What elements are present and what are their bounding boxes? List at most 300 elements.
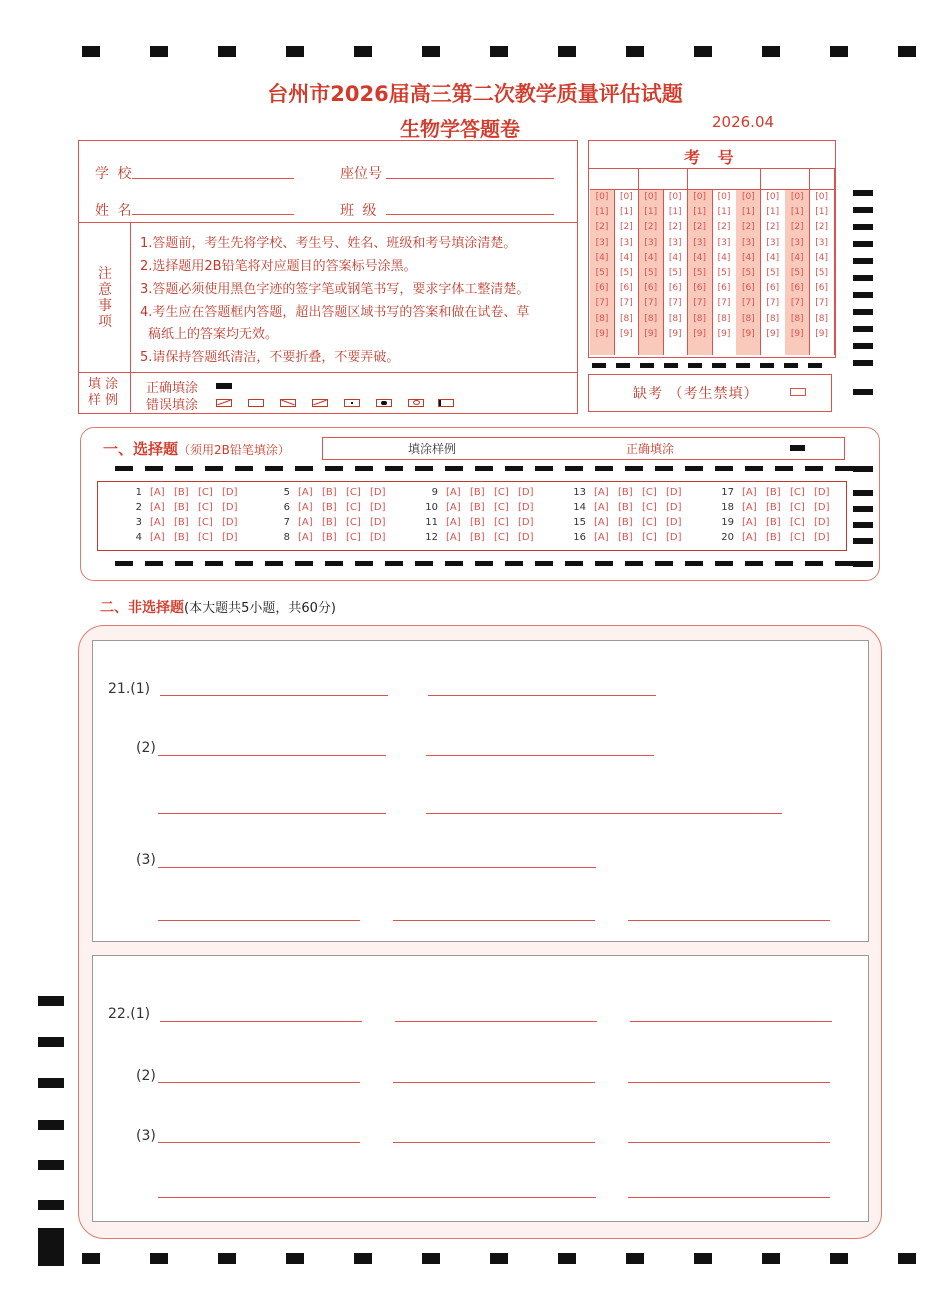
- mcq-option-bubble[interactable]: [D]: [666, 517, 682, 528]
- mcq-option-bubble[interactable]: [B]: [174, 502, 189, 513]
- mcq-option-bubble[interactable]: [A]: [150, 517, 165, 528]
- answer-line[interactable]: [630, 1021, 832, 1022]
- answer-line[interactable]: [628, 920, 830, 921]
- exam-digit-bubble[interactable]: [1]: [693, 207, 706, 218]
- wrong-fill-mark: [344, 399, 360, 407]
- exam-digit-bubble[interactable]: [9]: [644, 328, 658, 339]
- exam-digit-bubble[interactable]: [8]: [620, 313, 633, 324]
- notice-item: 稿纸上的答案均无效。: [148, 327, 279, 342]
- exam-digit-bubble[interactable]: [8]: [742, 313, 755, 324]
- exam-digit-bubble[interactable]: [3]: [790, 237, 804, 248]
- mcq-option-bubble[interactable]: [A]: [742, 517, 757, 528]
- mcq-option-bubble[interactable]: [A]: [446, 532, 461, 543]
- exam-digit-bubble[interactable]: [4]: [668, 252, 682, 263]
- mcq-option-bubble[interactable]: [C]: [642, 532, 657, 543]
- wrong-fill-mark: [248, 399, 264, 407]
- mcq-option-bubble[interactable]: [D]: [222, 502, 238, 513]
- timing-mark: [218, 46, 236, 57]
- exam-digit-input[interactable]: [663, 169, 687, 190]
- notice-item: 2.选择题用2B铅笔将对应题目的答案标号涂黑。: [140, 259, 417, 274]
- answer-line[interactable]: [395, 1021, 597, 1022]
- timing-mark: [853, 326, 873, 332]
- mcq-option-bubble[interactable]: [A]: [150, 502, 165, 513]
- mcq-option-bubble[interactable]: [A]: [298, 517, 313, 528]
- timing-mark: [475, 561, 493, 566]
- timing-mark: [808, 363, 822, 368]
- mcq-option-bubble[interactable]: [C]: [642, 517, 657, 528]
- exam-digit-bubble[interactable]: [7]: [742, 298, 755, 309]
- q22-box: [92, 955, 869, 1222]
- exam-digit-bubble[interactable]: [5]: [693, 267, 706, 278]
- mcq-option-bubble[interactable]: [B]: [618, 532, 633, 543]
- exam-digit-bubble[interactable]: [3]: [742, 237, 755, 248]
- exam-digit-bubble[interactable]: [4]: [742, 252, 755, 263]
- name-field[interactable]: [132, 214, 294, 215]
- answer-line[interactable]: [158, 1142, 360, 1143]
- timing-mark: [853, 241, 873, 247]
- timing-mark: [38, 1078, 64, 1088]
- exam-digit-bubble[interactable]: [6]: [717, 283, 731, 294]
- mcq-question-number: 11: [425, 517, 438, 528]
- mcq-option-bubble[interactable]: [A]: [150, 532, 165, 543]
- timing-mark: [286, 46, 304, 57]
- school-field[interactable]: [132, 178, 294, 179]
- exam-digit-bubble[interactable]: [4]: [595, 252, 609, 263]
- timing-mark: [853, 258, 873, 264]
- fill-sample-label: 填 涂 样 例: [88, 377, 119, 408]
- exam-digit-bubble[interactable]: [6]: [693, 283, 706, 294]
- mcq-option-bubble[interactable]: [A]: [594, 487, 609, 498]
- seat-field[interactable]: [386, 178, 554, 179]
- exam-digit-input[interactable]: [761, 169, 785, 190]
- timing-mark: [616, 363, 630, 368]
- mcq-option-bubble[interactable]: [D]: [814, 487, 830, 498]
- mcq-option-bubble[interactable]: [B]: [322, 487, 337, 498]
- exam-digit-bubble[interactable]: [0]: [766, 192, 780, 202]
- mcq-option-bubble[interactable]: [A]: [446, 517, 461, 528]
- exam-digit-bubble[interactable]: [8]: [815, 313, 828, 324]
- divider: [130, 222, 131, 372]
- mcq-option-bubble[interactable]: [C]: [346, 517, 361, 528]
- exam-digit-bubble[interactable]: [7]: [693, 298, 706, 309]
- exam-digit-bubble[interactable]: [7]: [717, 298, 731, 309]
- mcq-option-bubble[interactable]: [B]: [766, 532, 781, 543]
- exam-digit-bubble[interactable]: [2]: [815, 222, 828, 233]
- mcq-option-bubble[interactable]: [B]: [470, 502, 485, 513]
- mcq-option-bubble[interactable]: [D]: [666, 487, 682, 498]
- exam-digit-bubble[interactable]: [0]: [790, 192, 804, 202]
- timing-mark: [38, 1228, 64, 1266]
- timing-mark: [175, 561, 193, 566]
- mcq-question-row: [272, 502, 394, 513]
- mcq-option-bubble[interactable]: [C]: [642, 502, 657, 513]
- answer-line[interactable]: [158, 1082, 360, 1083]
- q21-box: [92, 640, 869, 942]
- section1-title: 一、选择题（须用2B铅笔填涂）: [103, 440, 290, 458]
- timing-mark: [415, 466, 433, 471]
- timing-mark: [82, 1253, 100, 1264]
- answer-line[interactable]: [158, 1197, 596, 1198]
- timing-mark: [475, 466, 493, 471]
- exam-digit-bubble[interactable]: [5]: [717, 267, 731, 278]
- exam-digit-input[interactable]: [688, 169, 712, 190]
- divider: [130, 372, 131, 412]
- exam-digit-bubble[interactable]: [2]: [790, 222, 804, 233]
- exam-digit-bubble[interactable]: [5]: [620, 267, 633, 278]
- mcq-option-bubble[interactable]: [D]: [370, 532, 386, 543]
- timing-mark: [558, 1253, 576, 1264]
- timing-mark: [835, 466, 853, 471]
- exam-digit-bubble[interactable]: [2]: [668, 222, 682, 233]
- exam-digit-input[interactable]: [590, 169, 614, 190]
- answer-line[interactable]: [426, 755, 654, 756]
- mcq-option-bubble[interactable]: [D]: [370, 517, 386, 528]
- mcq-question-row: [420, 502, 542, 513]
- exam-digit-bubble[interactable]: [5]: [790, 267, 804, 278]
- mcq-option-bubble[interactable]: [A]: [594, 532, 609, 543]
- exam-digit-bubble[interactable]: [0]: [693, 192, 706, 202]
- wrong-fill-mark: [376, 399, 392, 407]
- answer-line[interactable]: [426, 813, 782, 814]
- exam-digit-bubble[interactable]: [1]: [595, 207, 609, 218]
- mcq-option-bubble[interactable]: [C]: [494, 502, 509, 513]
- exam-digit-bubble[interactable]: [2]: [620, 222, 633, 233]
- mcq-option-bubble[interactable]: [A]: [298, 532, 313, 543]
- timing-mark: [664, 363, 678, 368]
- exam-digit-bubble[interactable]: [3]: [620, 237, 633, 248]
- exam-digit-bubble[interactable]: [2]: [742, 222, 755, 233]
- mcq-question-number: 20: [721, 532, 734, 543]
- absent-checkbox[interactable]: [790, 388, 806, 396]
- mcq-option-bubble[interactable]: [A]: [150, 487, 165, 498]
- exam-digit-input[interactable]: [639, 169, 663, 190]
- mcq-option-bubble[interactable]: [D]: [518, 517, 534, 528]
- exam-digit-column: [590, 169, 615, 355]
- timing-mark: [830, 1253, 848, 1264]
- timing-mark: [715, 561, 733, 566]
- timing-mark: [265, 561, 283, 566]
- timing-mark: [38, 1120, 64, 1130]
- mcq-option-bubble[interactable]: [D]: [222, 532, 238, 543]
- exam-digit-bubble[interactable]: [9]: [668, 328, 682, 339]
- mcq-option-bubble[interactable]: [A]: [742, 502, 757, 513]
- mcq-option-bubble[interactable]: [D]: [666, 532, 682, 543]
- exam-digit-bubble[interactable]: [3]: [815, 237, 828, 248]
- exam-digit-input[interactable]: [785, 169, 809, 190]
- exam-digit-bubble[interactable]: [6]: [815, 283, 828, 294]
- exam-digit-bubble[interactable]: [3]: [693, 237, 706, 248]
- exam-digit-bubble[interactable]: [9]: [742, 328, 755, 339]
- exam-digit-input[interactable]: [712, 169, 736, 190]
- exam-digit-bubble[interactable]: [1]: [620, 207, 633, 218]
- timing-mark: [355, 561, 373, 566]
- mcq-option-bubble[interactable]: [A]: [742, 487, 757, 498]
- timing-mark: [898, 46, 916, 57]
- sample-label: 填涂样例: [408, 442, 457, 456]
- exam-digit-bubble[interactable]: [3]: [766, 237, 780, 248]
- mcq-option-bubble[interactable]: [C]: [790, 487, 805, 498]
- exam-digit-input[interactable]: [614, 169, 638, 190]
- exam-digit-bubble[interactable]: [5]: [668, 267, 682, 278]
- mcq-option-bubble[interactable]: [D]: [370, 502, 386, 513]
- exam-digit-bubble[interactable]: [1]: [742, 207, 755, 218]
- exam-digit-bubble[interactable]: [1]: [668, 207, 682, 218]
- exam-digit-bubble[interactable]: [1]: [815, 207, 828, 218]
- timing-mark: [38, 1160, 64, 1170]
- mcq-option-bubble[interactable]: [C]: [198, 487, 213, 498]
- exam-digit-bubble[interactable]: [4]: [717, 252, 731, 263]
- timing-mark: [775, 466, 793, 471]
- exam-digit-bubble[interactable]: [1]: [766, 207, 780, 218]
- exam-digit-bubble[interactable]: [0]: [644, 192, 658, 202]
- exam-digit-bubble[interactable]: [4]: [644, 252, 658, 263]
- exam-digit-bubble[interactable]: [4]: [815, 252, 828, 263]
- answer-line[interactable]: [628, 1197, 830, 1198]
- mcq-option-bubble[interactable]: [C]: [198, 517, 213, 528]
- mcq-option-bubble[interactable]: [C]: [790, 532, 805, 543]
- mcq-option-bubble[interactable]: [C]: [346, 487, 361, 498]
- mcq-option-bubble[interactable]: [B]: [766, 487, 781, 498]
- exam-digit-bubble[interactable]: [9]: [717, 328, 731, 339]
- exam-digit-bubble[interactable]: [3]: [644, 237, 658, 248]
- exam-digit-bubble[interactable]: [8]: [766, 313, 780, 324]
- mcq-option-bubble[interactable]: [B]: [766, 502, 781, 513]
- timing-mark: [640, 363, 654, 368]
- mcq-option-bubble[interactable]: [C]: [346, 532, 361, 543]
- mcq-option-bubble[interactable]: [C]: [494, 487, 509, 498]
- exam-digit-bubble[interactable]: [7]: [790, 298, 804, 309]
- timing-mark: [694, 46, 712, 57]
- mcq-option-bubble[interactable]: [B]: [322, 532, 337, 543]
- exam-digit-bubble[interactable]: [6]: [790, 283, 804, 294]
- timing-mark: [625, 466, 643, 471]
- mcq-option-bubble[interactable]: [B]: [618, 502, 633, 513]
- timing-mark: [115, 561, 133, 566]
- mcq-option-bubble[interactable]: [A]: [298, 502, 313, 513]
- mcq-option-bubble[interactable]: [D]: [518, 502, 534, 513]
- mcq-option-bubble[interactable]: [A]: [594, 502, 609, 513]
- mcq-option-bubble[interactable]: [D]: [222, 517, 238, 528]
- exam-digit-bubble[interactable]: [5]: [595, 267, 609, 278]
- exam-digit-bubble[interactable]: [3]: [668, 237, 682, 248]
- exam-digit-bubble[interactable]: [4]: [790, 252, 804, 263]
- mcq-option-bubble[interactable]: [B]: [174, 532, 189, 543]
- exam-digit-bubble[interactable]: [8]: [717, 313, 731, 324]
- mcq-option-bubble[interactable]: [B]: [322, 502, 337, 513]
- school-label: 学 校: [95, 166, 134, 182]
- exam-digit-bubble[interactable]: [3]: [717, 237, 731, 248]
- mcq-option-bubble[interactable]: [B]: [470, 487, 485, 498]
- answer-line[interactable]: [158, 755, 386, 756]
- answer-line[interactable]: [158, 867, 596, 868]
- exam-digit-bubble[interactable]: [6]: [620, 283, 633, 294]
- mcq-option-bubble[interactable]: [C]: [790, 502, 805, 513]
- exam-digit-bubble[interactable]: [8]: [644, 313, 658, 324]
- mcq-option-bubble[interactable]: [A]: [298, 487, 313, 498]
- answer-line[interactable]: [628, 1142, 830, 1143]
- timing-mark: [205, 561, 223, 566]
- timing-mark: [150, 46, 168, 57]
- exam-digit-bubble[interactable]: [8]: [693, 313, 706, 324]
- mcq-option-bubble[interactable]: [D]: [518, 532, 534, 543]
- exam-digit-bubble[interactable]: [6]: [595, 283, 609, 294]
- exam-digit-bubble[interactable]: [9]: [790, 328, 804, 339]
- class-label: 班 级: [340, 203, 379, 219]
- exam-digit-bubble[interactable]: [0]: [742, 192, 755, 202]
- mcq-option-bubble[interactable]: [D]: [814, 517, 830, 528]
- timing-mark: [712, 363, 726, 368]
- timing-mark: [354, 46, 372, 57]
- exam-digit-bubble[interactable]: [4]: [620, 252, 633, 263]
- mcq-question-number: 10: [425, 502, 438, 513]
- page-title: 台州市2026届高三第二次教学质量评估试题: [267, 82, 683, 106]
- exam-digit-bubble[interactable]: [1]: [644, 207, 658, 218]
- timing-mark: [490, 1253, 508, 1264]
- timing-mark: [784, 363, 798, 368]
- exam-digit-bubble[interactable]: [1]: [717, 207, 731, 218]
- mcq-question-row: [420, 487, 542, 498]
- exam-digit-bubble[interactable]: [3]: [595, 237, 609, 248]
- mcq-question-number: 3: [135, 517, 142, 528]
- mcq-question-row: [568, 532, 690, 543]
- answer-line[interactable]: [160, 695, 388, 696]
- class-field[interactable]: [386, 214, 554, 215]
- exam-digit-bubble[interactable]: [7]: [815, 298, 828, 309]
- mcq-question-row: [124, 487, 246, 498]
- mcq-question-number: 16: [573, 532, 586, 543]
- timing-mark: [145, 466, 163, 471]
- exam-digit-bubble[interactable]: [5]: [742, 267, 755, 278]
- exam-digit-column: [761, 169, 786, 355]
- exam-digit-input[interactable]: [736, 169, 760, 190]
- exam-digit-bubble[interactable]: [4]: [766, 252, 780, 263]
- answer-line[interactable]: [428, 695, 656, 696]
- timing-mark: [38, 996, 64, 1006]
- exam-digit-bubble[interactable]: [7]: [668, 298, 682, 309]
- exam-digit-bubble[interactable]: [2]: [595, 222, 609, 233]
- exam-digit-bubble[interactable]: [8]: [790, 313, 804, 324]
- mcq-option-bubble[interactable]: [C]: [198, 532, 213, 543]
- mcq-option-bubble[interactable]: [B]: [766, 517, 781, 528]
- exam-digit-bubble[interactable]: [0]: [815, 192, 828, 202]
- timing-mark: [853, 292, 873, 298]
- mcq-option-bubble[interactable]: [B]: [470, 517, 485, 528]
- timing-mark: [265, 466, 283, 471]
- exam-digit-bubble[interactable]: [6]: [742, 283, 755, 294]
- q21-part3-label: (3): [136, 852, 156, 868]
- mcq-option-bubble[interactable]: [D]: [518, 487, 534, 498]
- exam-digit-bubble[interactable]: [5]: [644, 267, 658, 278]
- mcq-option-bubble[interactable]: [D]: [814, 532, 830, 543]
- mcq-option-bubble[interactable]: [D]: [666, 502, 682, 513]
- timing-mark: [762, 46, 780, 57]
- mcq-option-bubble[interactable]: [C]: [494, 517, 509, 528]
- exam-digit-bubble[interactable]: [7]: [595, 298, 609, 309]
- timing-mark: [505, 561, 523, 566]
- mcq-option-bubble[interactable]: [C]: [790, 517, 805, 528]
- exam-digit-bubble[interactable]: [7]: [766, 298, 780, 309]
- exam-digit-bubble[interactable]: [0]: [595, 192, 609, 202]
- mcq-option-bubble[interactable]: [B]: [618, 487, 633, 498]
- exam-digit-bubble[interactable]: [7]: [620, 298, 633, 309]
- exam-digit-bubble[interactable]: [8]: [668, 313, 682, 324]
- exam-digit-bubble[interactable]: [0]: [717, 192, 731, 202]
- timing-mark: [805, 466, 823, 471]
- mcq-option-bubble[interactable]: [A]: [446, 487, 461, 498]
- mcq-option-bubble[interactable]: [A]: [446, 502, 461, 513]
- exam-digit-bubble[interactable]: [5]: [815, 267, 828, 278]
- mcq-question-row: [568, 502, 690, 513]
- exam-digit-bubble[interactable]: [0]: [668, 192, 682, 202]
- exam-digit-bubble[interactable]: [9]: [595, 328, 609, 339]
- answer-line[interactable]: [628, 1082, 830, 1083]
- timing-mark: [565, 561, 583, 566]
- mcq-option-bubble[interactable]: [A]: [742, 532, 757, 543]
- answer-line[interactable]: [158, 813, 386, 814]
- timing-mark: [595, 466, 613, 471]
- exam-digit-bubble[interactable]: [5]: [766, 267, 780, 278]
- mcq-question-number: 19: [721, 517, 734, 528]
- exam-digit-bubble[interactable]: [9]: [693, 328, 706, 339]
- timing-mark: [835, 561, 853, 566]
- mcq-question-number: 1: [135, 487, 142, 498]
- answer-line[interactable]: [393, 1142, 595, 1143]
- answer-line[interactable]: [158, 920, 360, 921]
- mcq-question-number: 7: [283, 517, 290, 528]
- exam-digit-bubble[interactable]: [8]: [595, 313, 609, 324]
- exam-digit-bubble[interactable]: [1]: [790, 207, 804, 218]
- mcq-option-bubble[interactable]: [C]: [642, 487, 657, 498]
- mcq-option-bubble[interactable]: [B]: [174, 487, 189, 498]
- exam-digit-bubble[interactable]: [6]: [668, 283, 682, 294]
- exam-digit-column: [736, 169, 761, 355]
- exam-digit-bubble[interactable]: [9]: [620, 328, 633, 339]
- answer-line[interactable]: [393, 1082, 595, 1083]
- timing-mark: [286, 1253, 304, 1264]
- exam-digit-bubble[interactable]: [2]: [644, 222, 658, 233]
- mcq-option-bubble[interactable]: [D]: [370, 487, 386, 498]
- exam-digit-bubble[interactable]: [9]: [766, 328, 780, 339]
- exam-digit-input[interactable]: [810, 169, 834, 190]
- answer-line[interactable]: [160, 1021, 362, 1022]
- exam-digit-bubble[interactable]: [7]: [644, 298, 658, 309]
- exam-digit-bubble[interactable]: [0]: [620, 192, 633, 202]
- timing-mark: [558, 46, 576, 57]
- exam-digit-bubble[interactable]: [2]: [717, 222, 731, 233]
- mcq-option-bubble[interactable]: [A]: [594, 517, 609, 528]
- mcq-option-bubble[interactable]: [C]: [198, 502, 213, 513]
- mcq-option-bubble[interactable]: [C]: [346, 502, 361, 513]
- mcq-option-bubble[interactable]: [C]: [494, 532, 509, 543]
- exam-digit-bubble[interactable]: [6]: [766, 283, 780, 294]
- exam-digit-bubble[interactable]: [2]: [766, 222, 780, 233]
- mcq-option-bubble[interactable]: [D]: [222, 487, 238, 498]
- mcq-option-bubble[interactable]: [B]: [322, 517, 337, 528]
- timing-mark: [775, 561, 793, 566]
- timing-mark: [853, 309, 873, 315]
- notice-item: 5.请保持答题纸清洁，不要折叠，不要弄破。: [140, 350, 400, 365]
- exam-digit-bubble[interactable]: [6]: [644, 283, 658, 294]
- mcq-option-bubble[interactable]: [B]: [174, 517, 189, 528]
- exam-digit-bubble[interactable]: [4]: [693, 252, 706, 263]
- answer-line[interactable]: [393, 920, 595, 921]
- mcq-option-bubble[interactable]: [B]: [470, 532, 485, 543]
- exam-digit-bubble[interactable]: [2]: [693, 222, 706, 233]
- mcq-option-bubble[interactable]: [B]: [618, 517, 633, 528]
- exam-digit-bubble[interactable]: [9]: [815, 328, 828, 339]
- mcq-option-bubble[interactable]: [D]: [814, 502, 830, 513]
- timing-mark: [830, 46, 848, 57]
